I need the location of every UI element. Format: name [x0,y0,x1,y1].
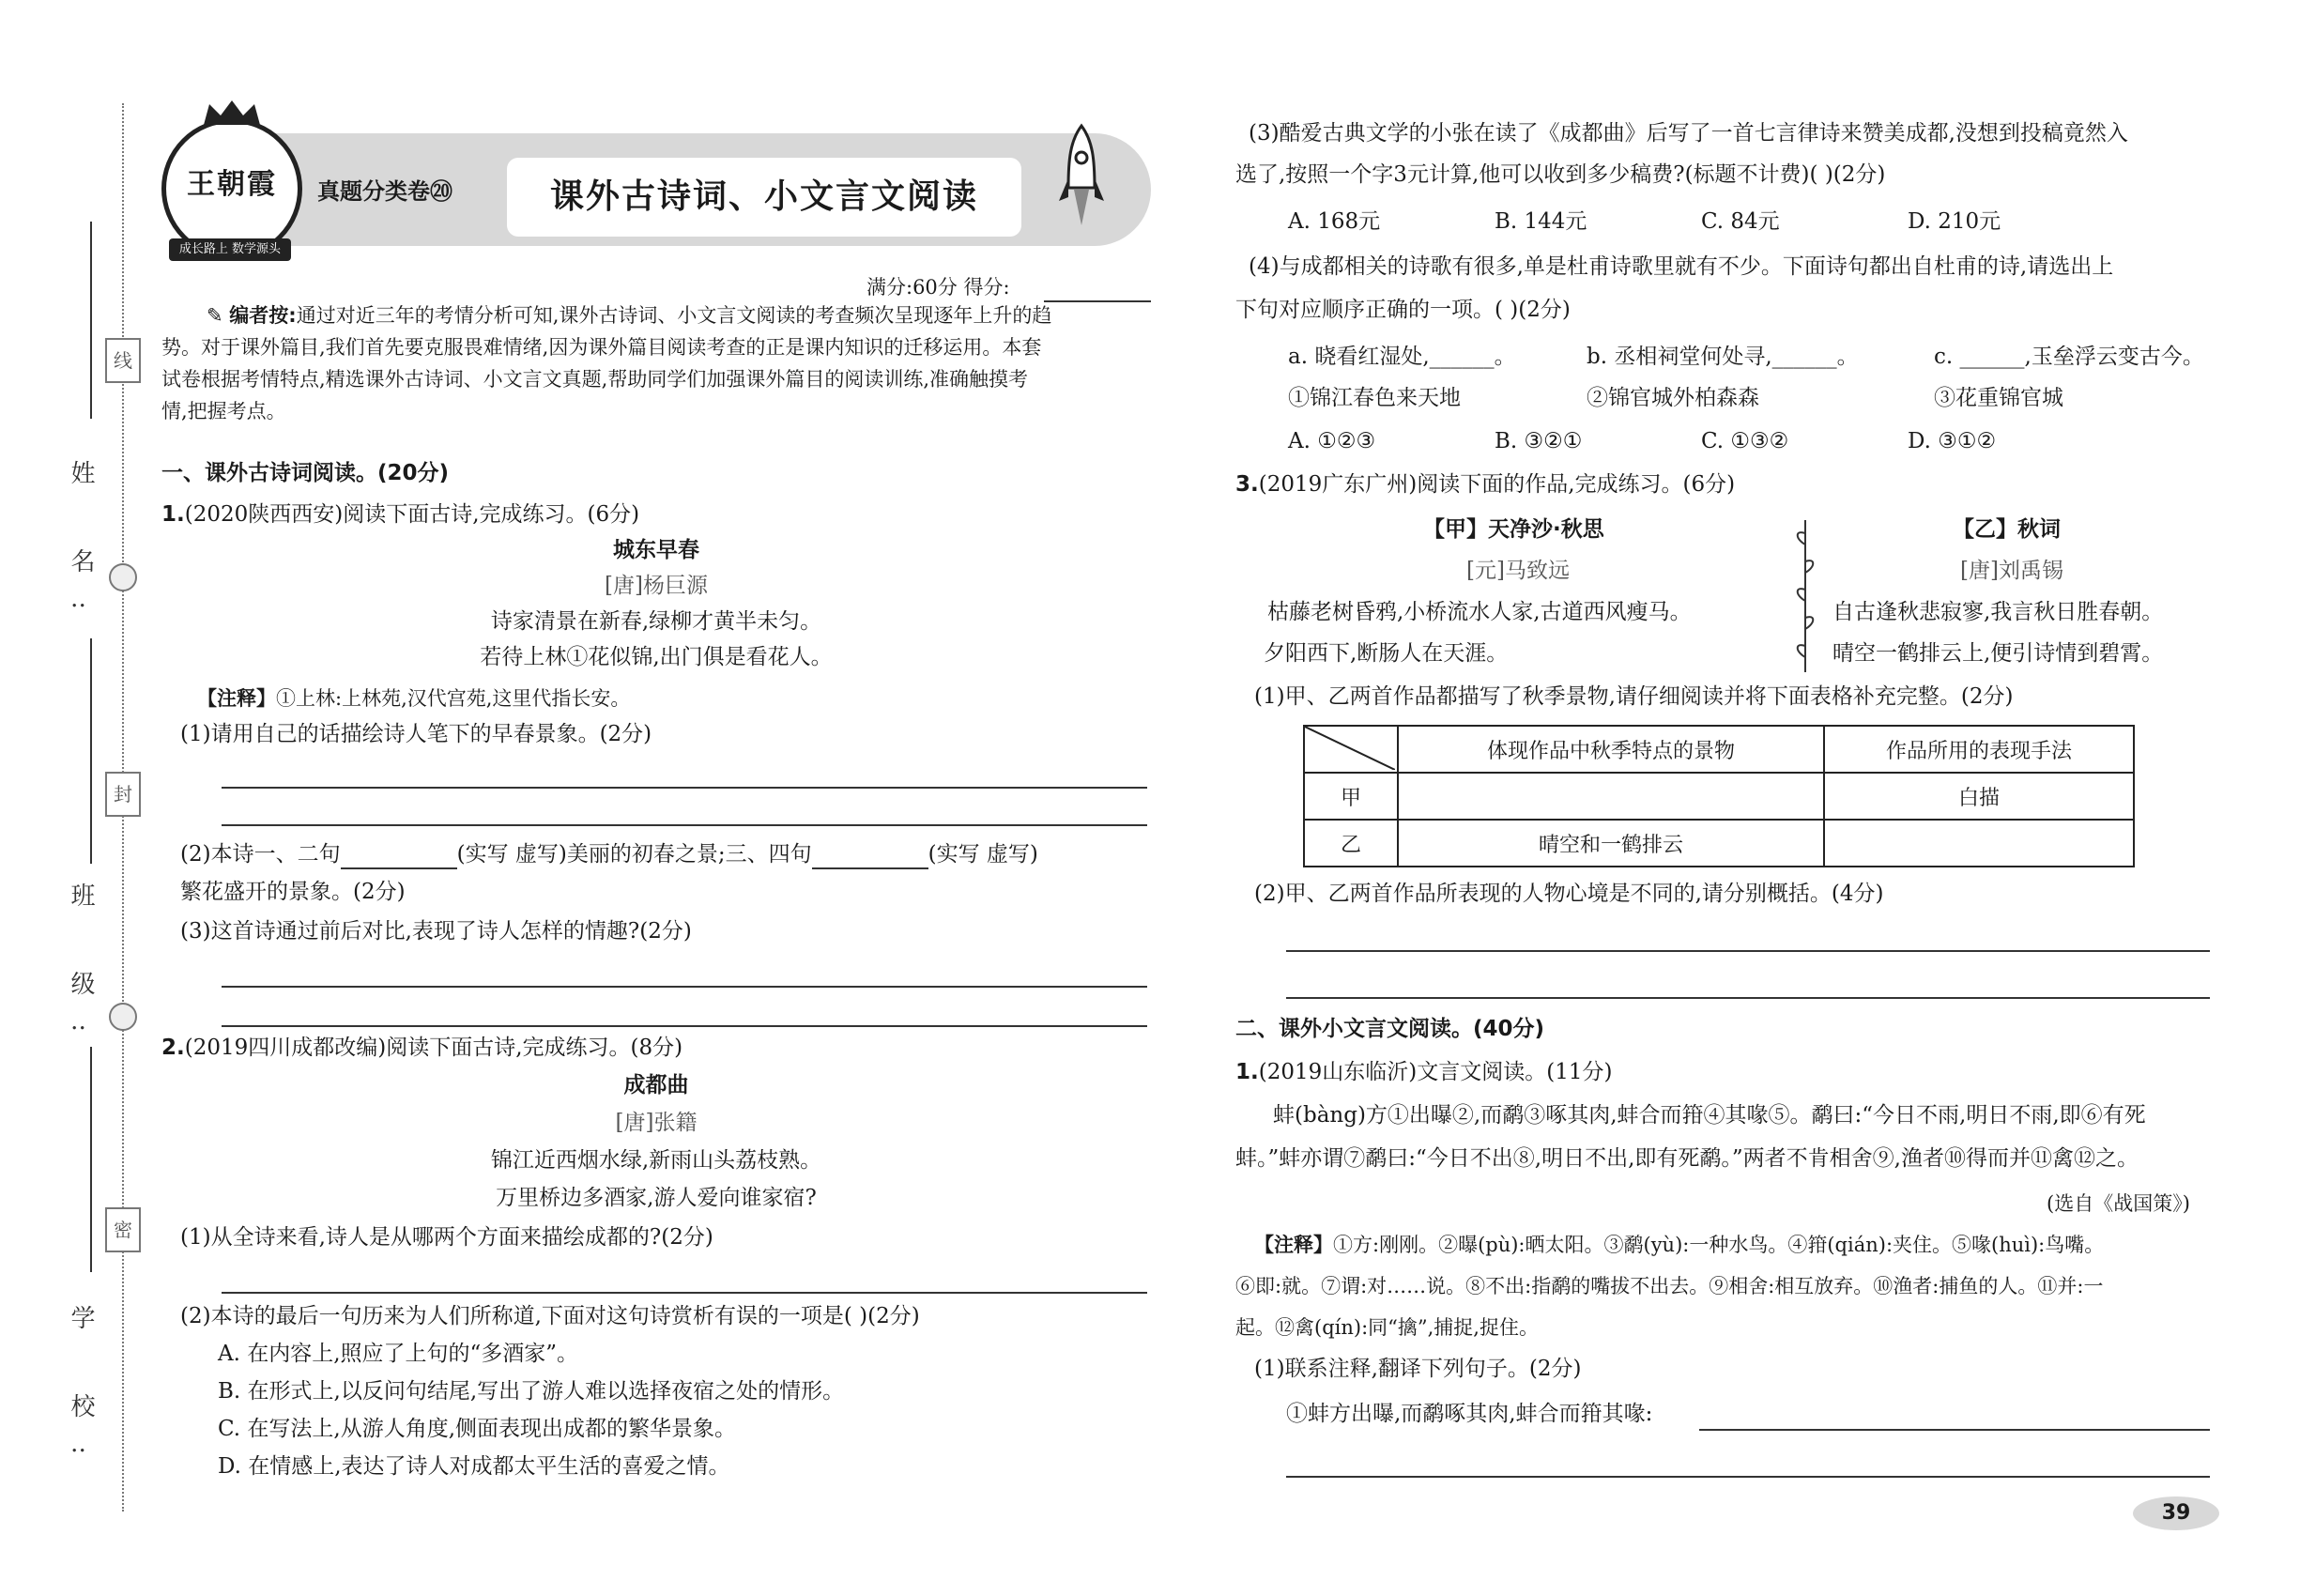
q1-number: 1. [161,502,185,527]
q2-sub3-option-b[interactable]: B. 144元 [1495,209,1587,234]
q2-sub4-choice-1: ①锦江春色来天地 [1288,386,1461,410]
q3-number: 3. [1235,472,1259,497]
table-header-row [1304,726,2134,773]
editor-note-line-3: 试卷根据考情特点,精选课外古诗词、小文言文真题,帮助同学们加强课外篇目的阅读训练,准确触摸考 [161,368,1029,391]
title-box [507,158,1021,237]
q3-sub2: (2)甲、乙两首作品所表现的人物心境是不同的,请分别概括。(4分) [1254,882,1884,906]
q1-sub3-answer-line-2[interactable] [222,1025,1147,1027]
q3-intro-text: (2019广东广州)阅读下面的作品,完成练习。(6分) [1258,472,1736,497]
table-row2-col2-blank[interactable] [1824,820,2134,867]
q2-sub4-choice-3: ③花重锦官城 [1934,386,2063,410]
editor-note-text-1: 通过对近三年的考情分析可知,课外古诗词、小文言文阅读的考查频次呈现逐年上升的趋 [296,304,1052,327]
name-label: 姓 名: [67,460,95,638]
q1-sub3: (3)这首诗通过前后对比,表现了诗人怎样的情趣?(2分) [180,919,692,944]
q3-jia-line-2: 夕阳西下,断肠人在天涯。 [1264,641,1509,666]
q1-note [197,683,630,714]
q1-note-label: 【注释】 [197,687,276,710]
table-row1-label: 甲 [1304,773,1398,820]
q2-sub4-item-a: a. 晓看红湿处,______。 [1288,345,1516,369]
q2-sub3-line-2: 选了,按照一个字3元计算,他可以收到多少稿费?(标题不计费)( )(2分) [1235,162,1886,187]
note-icon: ✎ [207,304,223,327]
q3-answer-table [1303,725,2135,867]
binding-hole-1 [109,563,137,591]
q1-intro-text: (2020陕西西安)阅读下面古诗,完成练习。(6分) [184,502,640,527]
binding-hole-2 [109,1003,137,1031]
q2-sub3-option-a[interactable]: A. 168元 [1288,209,1381,234]
s2-sub1-answer-blank[interactable] [1699,1429,2210,1431]
s2-note-line-2: ⑥即:就。⑦谓:对……说。⑧不出:指鹬的嘴拔不出去。⑨相舍:相互放弃。⑩渔者:捕鱼的人。⑪并:一 [1235,1275,2104,1297]
q1-sub2-a: (2)本诗一、二句 [180,842,341,867]
brand-ribbon: 成长路上 数学源头 [169,238,291,261]
q1-sub1: (1)请用自己的话描绘诗人笔下的早春景象。(2分) [180,722,652,746]
series-label: 真题分类卷⑳ [317,178,452,205]
s2-note-text-1: ①方:刚刚。②曝(pù):晒太阳。③鹬(yù):一种水鸟。④箝(qián):夹住。⑤喙(huì):鸟嘴。 [1333,1234,2105,1256]
vine-divider-icon [1791,516,1819,676]
crown-icon [200,99,264,127]
q3-intro [1235,469,1735,499]
q2-option-c[interactable]: C. 在写法上,从游人角度,侧面表现出成都的繁华景象。 [218,1417,737,1441]
table-row1-col1-blank[interactable] [1398,773,1824,820]
q1-sub3-answer-line-1[interactable] [222,986,1147,988]
q1-sub2-d: 繁花盛开的景象。(2分) [180,880,406,904]
q1-sub2-blank-1[interactable] [341,845,457,869]
s2-note-label: 【注释】 [1254,1234,1333,1256]
table-corner-cell [1304,726,1398,773]
class-fill-line[interactable] [90,638,92,864]
q2-sub4-line-1: (4)与成都相关的诗歌有很多,单是杜甫诗歌里就有不少。下面诗句都出自杜甫的诗,请选出上 [1249,254,2114,279]
table-row2-label: 乙 [1304,820,1398,867]
q2-option-b[interactable]: B. 在形式上,以反问句结尾,写出了游人难以选择夜宿之处的情形。 [218,1379,845,1404]
q2-sub2: (2)本诗的最后一句历来为人们所称道,下面对这句诗赏析有误的一项是( )(2分) [180,1304,920,1328]
score-line: 满分:60分 得分: [866,276,1010,299]
q1-intro [161,499,639,529]
page-number-badge [2133,1496,2219,1530]
q1-sub1-answer-line-2[interactable] [222,824,1147,826]
q2-poem-line-1: 锦江近西烟水绿,新雨山头荔枝熟。 [490,1148,822,1173]
table-header-col1: 体现作品中秋季特点的景物 [1398,726,1824,773]
q2-sub3-line-1: (3)酷爱古典文学的小张在读了《成都曲》后写了一首七言律诗来赞美成都,没想到投稿竟然入 [1249,121,2128,146]
table-row2-col1: 晴空和一鹤排云 [1398,820,1824,867]
q2-poem-line-2: 万里桥边多酒家,游人爱向谁家宿? [496,1186,817,1210]
rocket-icon [1053,122,1110,235]
score-blank[interactable] [1044,278,1151,302]
s2-sub1-answer-line[interactable] [1286,1476,2210,1478]
q2-sub4-item-b: b. 丞相祠堂何处寻,______。 [1587,345,1859,369]
q3-jia-title: 【甲】天净沙·秋思 [1423,517,1604,542]
q2-sub1-answer-line[interactable] [222,1292,1147,1294]
q1-sub2-c: (实写 虚写) [928,842,1038,867]
page-number: 39 [2161,1501,2191,1525]
school-fill-line[interactable] [90,1047,92,1272]
table-row [1304,773,2134,820]
q1-sub2-blank-2[interactable] [812,845,928,869]
school-label: 学 校: [67,1305,95,1483]
page-title: 课外古诗词、小文言文阅读 [549,177,978,216]
editor-note-line-2: 势。对于课外篇目,我们首先要克服畏难情绪,因为课外篇目阅读考查的正是课内知识的迁移运用。本套 [161,336,1042,359]
binding-mark-xian: 线 [105,338,141,383]
editor-note-line-4: 情,把握考点。 [161,400,286,422]
q1-sub2-b: (实写 虚写)美丽的初春之景;三、四句 [456,842,812,867]
binding-mark-mi: 密 [105,1207,141,1252]
q2-option-a[interactable]: A. 在内容上,照应了上句的“多酒家”。 [218,1342,579,1366]
s2-q1-intro [1235,1057,1612,1087]
brand-name: 王朝霞 [187,168,277,201]
q2-sub4-option-a[interactable]: A. ①②③ [1288,429,1376,453]
s2-sub1: (1)联系注释,翻译下列句子。(2分) [1254,1357,1582,1381]
s2-text-line-2: 蚌。”蚌亦谓⑦鹬曰:“今日不出⑧,明日不出,即有死鹬。”两者不肯相舍⑨,渔者⑩得而并⑪禽⑫之。 [1235,1146,2139,1171]
s2-source: (选自《战国策》) [2047,1192,2190,1215]
q2-sub4-option-d[interactable]: D. ③①② [1908,429,1997,453]
q2-sub3-option-c[interactable]: C. 84元 [1701,209,1780,234]
editor-note-label: 编者按: [229,304,297,327]
binding-mark-feng: 封 [105,772,141,817]
section1-heading: 一、课外古诗词阅读。(20分) [161,461,450,485]
q2-sub4-item-c: c. ______,玉垒浮云变古今。 [1934,345,2204,369]
q2-sub4-choice-2: ②锦官城外柏森森 [1587,386,1759,410]
q1-sub1-answer-line-1[interactable] [222,787,1147,789]
s2-q1-number: 1. [1235,1060,1259,1084]
table-header-col2: 作品所用的表现手法 [1824,726,2134,773]
q2-poem-author: [唐]张籍 [615,1111,698,1135]
q3-sub1: (1)甲、乙两首作品都描写了秋季景物,请仔细阅读并将下面表格补充完整。(2分) [1254,684,2014,709]
q2-intro [161,1033,682,1063]
q1-sub2 [180,839,1038,869]
q2-poem-title: 成都曲 [623,1073,689,1097]
section2-heading: 二、课外小文言文阅读。(40分) [1235,1017,1545,1041]
editor-note-line-1 [207,300,1051,330]
s2-text-line-1: 蚌(bàng)方①出曝②,而鹬③啄其肉,蚌合而箝④其喙⑤。鹬曰:“今日不雨,明日不雨,即⑥有死 [1273,1103,2146,1128]
q3-yi-line-2: 晴空一鹤排云上,便引诗情到碧霄。 [1832,641,2164,666]
table-row [1304,820,2134,867]
q3-sub2-answer-line-1[interactable] [1286,950,2210,952]
q2-sub4-option-c[interactable]: C. ①③② [1701,429,1789,453]
q2-sub4-line-2: 下句对应顺序正确的一项。( )(2分) [1235,298,1571,322]
s2-note-line-3: 起。⑫禽(qín):同“擒”,捕捉,捉住。 [1235,1316,1539,1339]
q1-poem-line-1: 诗家清景在新春,绿柳才黄半未匀。 [490,609,822,634]
q2-sub3-option-d[interactable]: D. 210元 [1908,209,2001,234]
q2-sub4-option-b[interactable]: B. ③②① [1495,429,1583,453]
q3-yi-author: [唐]刘禹锡 [1960,559,2063,583]
name-fill-line[interactable] [90,222,92,419]
s2-q1-intro-text: (2019山东临沂)文言文阅读。(11分) [1258,1060,1613,1084]
q1-poem-title: 城东早春 [613,538,699,562]
table-row1-col2: 白描 [1824,773,2134,820]
s2-note-line-1 [1254,1230,2104,1260]
q3-yi-title: 【乙】秋词 [1953,517,2061,542]
q2-option-d[interactable]: D. 在情感上,表达了诗人对成都太平生活的喜爱之情。 [218,1454,730,1479]
q3-jia-author: [元]马致远 [1466,559,1570,583]
q3-jia-line-1: 枯藤老树昏鸦,小桥流水人家,古道西风瘦马。 [1267,600,1692,624]
q1-note-text: ①上林:上林苑,汉代宫苑,这里代指长安。 [276,687,631,710]
q2-number: 2. [161,1036,185,1060]
q1-poem-author: [唐]杨巨源 [605,574,708,598]
q1-poem-line-2: 若待上林①花似锦,出门俱是看花人。 [480,645,833,669]
q3-yi-line-1: 自古逢秋悲寂寥,我言秋日胜春朝。 [1832,600,2164,624]
q3-sub2-answer-line-2[interactable] [1286,997,2210,999]
class-label: 班 级: [67,882,95,1061]
s2-sub1-item: ①蚌方出曝,而鹬啄其肉,蚌合而箝其喙: [1286,1402,1653,1426]
q2-sub1: (1)从全诗来看,诗人是从哪两个方面来描绘成都的?(2分) [180,1225,713,1250]
q2-intro-text: (2019四川成都改编)阅读下面古诗,完成练习。(8分) [184,1036,683,1060]
